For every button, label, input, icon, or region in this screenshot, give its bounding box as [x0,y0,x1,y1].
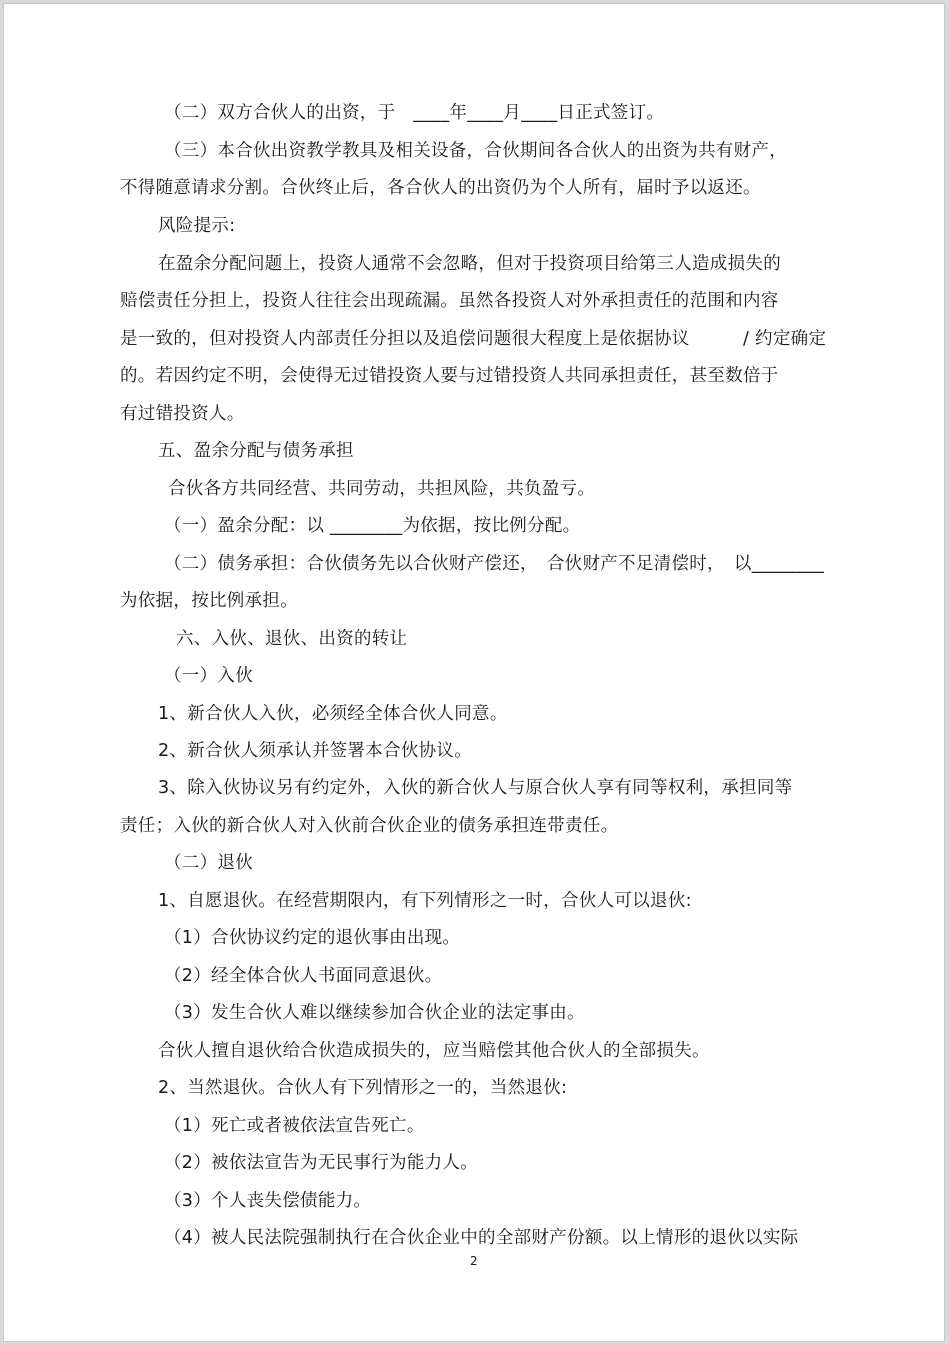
text-line: （1）合伙协议约定的退伙事由出现。 [164,928,461,948]
text-line: 是一致的，但对投资人内部责任分担以及追偿问题很大程度上是依据协议 / 约定确定 [120,329,827,349]
text-line: 责任；入伙的新合伙人对入伙前合伙企业的债务承担连带责任。 [120,816,619,836]
text-line: 在盈余分配问题上，投资人通常不会忽略，但对于投资项目给第三人造成损失的 [158,254,781,274]
text-line: （2）被依法宣告为无民事行为能力人。 [164,1153,479,1173]
text-line: （2）经全体合伙人书面同意退伙。 [164,966,443,986]
text-line: （一）入伙 [164,666,253,686]
text-line: （二）债务承担：合伙债务先以合伙财产偿还， 合伙财产不足清偿时， 以________ [164,554,825,574]
text-line: 1、新合伙人入伙，必须经全体合伙人同意。 [158,704,508,724]
text-line: （三）本合伙出资教学教具及相关设备，合伙期间各合伙人的出资为共有财产， [164,141,787,161]
text-line: （一）盈余分配：以 ________为依据，按比例分配。 [164,516,581,536]
text-line: 不得随意请求分割。合伙终止后，各合伙人的出资仍为个人所有，届时予以返还。 [120,178,761,198]
text-line: 的。若因约定不明，会使得无过错投资人要与过错投资人共同承担责任，甚至数倍于 [120,366,779,386]
text-line: 合伙各方共同经营、共同劳动，共担风险，共负盈亏。 [168,479,596,499]
section-heading: 五、盈余分配与债务承担 [158,441,354,461]
page-number: 2 [470,1254,478,1268]
text-line: 风险提示: [158,216,236,236]
text-line: 3、除入伙协议另有约定外，入伙的新合伙人与原合伙人享有同等权利，承担同等 [158,778,793,798]
text-line: 2、新合伙人须承认并签署本合伙协议。 [158,741,473,761]
text-line: 赔偿责任分担上，投资人往往会出现疏漏。虽然各投资人对外承担责任的范围和内容 [120,291,779,311]
text-line: （二）双方合伙人的出资，于 ____年____月____日正式签订。 [164,103,665,123]
text-line: 1、自愿退伙。在经营期限内，有下列情形之一时，合伙人可以退伙: [158,891,692,911]
text-line: 有过错投资人。 [120,404,245,424]
text-line: （4）被人民法院强制执行在合伙企业中的全部财产份额。以上情形的退伙以实际 [164,1228,799,1248]
section-heading: 六、入伙、退伙、出资的转让 [176,629,408,649]
document-page [3,3,945,1342]
text-line: （3）发生合伙人难以继续参加合伙企业的法定事由。 [164,1003,585,1023]
text-line: 为依据，按比例承担。 [120,591,298,611]
text-line: （3）个人丧失偿债能力。 [164,1191,372,1211]
text-line: 合伙人擅自退伙给合伙造成损失的，应当赔偿其他合伙人的全部损失。 [158,1041,710,1061]
text-line: （1）死亡或者被依法宣告死亡。 [164,1116,425,1136]
text-line: （二）退伙 [164,853,253,873]
text-line: 2、当然退伙。合伙人有下列情形之一的，当然退伙: [158,1078,568,1098]
